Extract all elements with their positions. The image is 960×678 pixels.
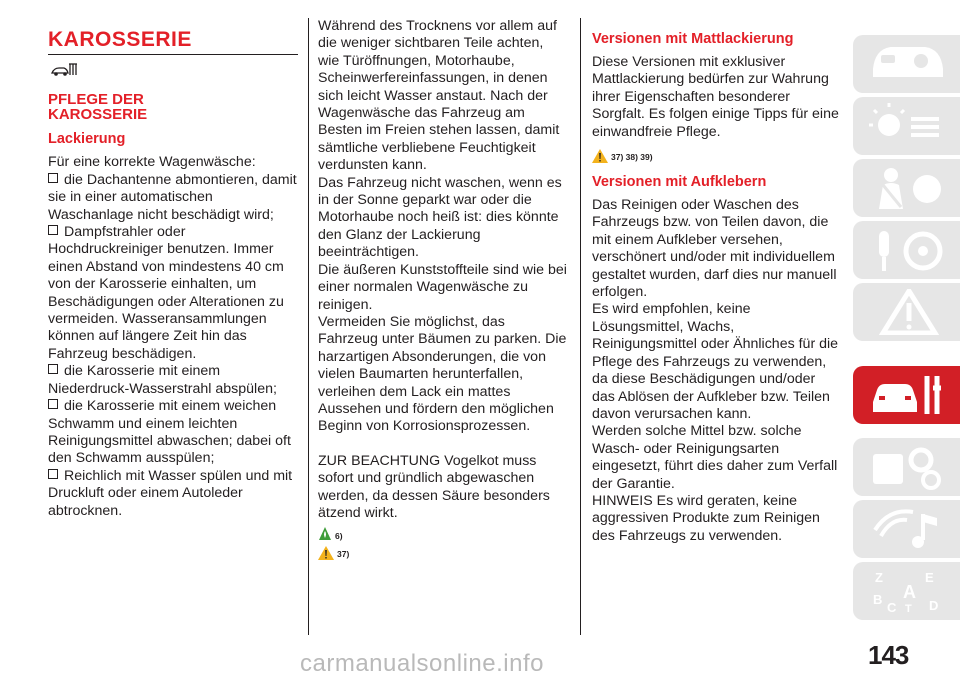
index-letter: D: [929, 598, 939, 613]
section-title: KAROSSERIE: [48, 28, 298, 55]
note-text: ZUR BEACHTUNG Vogelkot muss sofort und gründlich abgewaschen werden, da dessen Säure besonders ätzend wirkt.: [318, 452, 550, 521]
index-letter: C: [887, 600, 897, 614]
index-letter: E: [925, 570, 934, 585]
subsection-title: PFLEGE DER KAROSSERIE: [48, 91, 148, 124]
column-right: [592, 30, 842, 545]
warning-triangle-icon: [592, 149, 608, 163]
reference-number: 37): [337, 549, 350, 560]
reference-number: 6): [335, 531, 343, 542]
tab-multimedia[interactable]: [853, 500, 960, 558]
heading-aufklebern: Versionen mit Aufklebern: [592, 174, 767, 191]
tab-maintenance[interactable]: [853, 366, 960, 424]
paragraph: Während des Trocknens vor allem auf die weniger sichtbaren Teile achten, wie Türöffnungen, Motorhaube, Scheinwerfereinfassungen, in denen sich leicht Wasser anstaut. Nach der Wagenwäsche das Fahrzeug am Besten im Freien stehen lassen, damit sämtliche verbliebene Feuchtigkeit verdunsten kann.: [318, 18, 560, 174]
car-dashboard-icon: [869, 41, 947, 87]
intro-text: Für eine korrekte Wagenwäsche:: [48, 154, 256, 171]
paragraph: Es wird empfohlen, keine Lösungsmittel, Wachs, Reinigungsmittel oder Ähnliches für die Pflege des Fahrzeugs zu verwenden, da diese Beschädigungen und/oder das Ablösen der Aufkleber bzw. Teilen davon verursachen kann.: [592, 301, 839, 422]
reference-row: [318, 544, 568, 560]
column-middle: [318, 18, 568, 560]
list-item: die Karosserie mit einem Niederdruck-Wasserstrahl abspülen;: [48, 363, 277, 397]
paragraph: HINWEIS Es wird geraten, keine aggressiven Produkte zum Reinigen des Fahrzeugs zu verwenden.: [592, 492, 820, 544]
warning-triangle-icon: [318, 546, 334, 560]
column-left: [48, 28, 298, 520]
references: [318, 526, 568, 560]
paragraph: Vermeiden Sie möglichst, das Fahrzeug unter Bäumen zu parken. Die harzartigen Absonderungen, die von vielen Baumarten herunterfallen, verleihen dem Lack ein mattes Aussehen und fördern den möglichen Beginn von Korrosionsprozessen.: [318, 313, 567, 435]
index-letter: Z: [875, 570, 883, 585]
reference-numbers: 37) 38) 39): [611, 152, 653, 163]
bullet-square-icon: [48, 364, 58, 374]
bullet-square-icon: [48, 173, 58, 183]
heading-mattlackierung: Versionen mit Mattlackierung: [592, 31, 794, 47]
warning-triangle-icon: [869, 289, 947, 335]
bullet-square-icon: [48, 469, 58, 479]
alphabetical-index-icon: [869, 568, 947, 614]
list-item: Reichlich mit Wasser spülen und mit Druckluft oder einem Autoleder abtrocknen.: [48, 467, 293, 519]
reference-row: [592, 147, 842, 163]
column-divider: [308, 18, 309, 635]
reference-row: [318, 526, 568, 542]
environment-icon: [318, 527, 332, 542]
index-letter: B: [873, 592, 883, 607]
page-number: 143: [868, 640, 909, 670]
paragraph: Werden solche Mittel bzw. solche Wasch- oder Reinigungsarten eingesetzt, führt dies daher zum Verfall der Garantie.: [592, 423, 838, 492]
multimedia-icon: [869, 506, 947, 552]
index-letter: A: [903, 582, 916, 602]
heading-lackierung: Lackierung: [48, 131, 126, 148]
tab-specifications[interactable]: [853, 438, 960, 496]
tab-dashboard[interactable]: [853, 35, 960, 93]
paragraph: Die äußeren Kunststoffteile sind wie bei einer normalen Wagenwäsche zu reinigen.: [318, 261, 567, 313]
tab-lights[interactable]: [853, 97, 960, 155]
references: [592, 147, 842, 163]
paragraph: Diese Versionen mit exklusiver Mattlackierung bedürfen zur Wahrung ihrer Eigenschaften besonderer Sorgfalt. Es folgen einige Tipps für eine einwandfreie Pflege.: [592, 54, 839, 140]
car-wash-icon: [50, 63, 78, 77]
watermark: carmanualsonline.info: [300, 650, 544, 677]
list-item: die Karosserie mit einem weichen Schwamm und einem leichten Reinigungsmittel abwaschen; dabei oft den Schwamm ausspülen;: [48, 398, 291, 467]
list-item: Dampfstrahler oder Hochdruckreiniger benutzen. Immer einen Abstand von mindestens 40 cm von der Karosserie einhalten, um Beschädigungen oder Alterationen zu vermeiden. Wasseransammlungen können auf längere Zeit hin das Fahrzeug beschädigen.: [48, 224, 284, 362]
tab-index[interactable]: [853, 562, 960, 620]
key-steering-wheel-icon: [869, 227, 947, 273]
tab-safety[interactable]: [853, 159, 960, 217]
paragraph: Das Fahrzeug nicht waschen, wenn es in der Sonne geparkt war oder die Motorhaube noch heiß ist: dies könnte den Glanz der Lackierung beeinträchtigen.: [318, 174, 562, 261]
paragraph: Das Reinigen oder Waschen des Fahrzeugs bzw. von Teilen davon, die mit einem Aufkleber versehen, verschönert und/oder mit individuellem gestaltet wurden, darf dies nur manuell erfolgen.: [592, 197, 837, 301]
car-wrench-icon: [869, 372, 947, 418]
lights-icon: [869, 103, 947, 149]
bullet-square-icon: [48, 225, 58, 235]
list-item: die Dachantenne abmontieren, damit sie in einer automatischen Waschanlage nicht beschädigt wird;: [48, 171, 297, 223]
specs-gears-icon: [869, 444, 947, 490]
seatbelt-airbag-icon: [869, 165, 947, 211]
tab-starting[interactable]: [853, 221, 960, 279]
index-letter: T: [905, 603, 912, 614]
tab-emergency[interactable]: [853, 283, 960, 341]
column-divider: [580, 18, 581, 635]
bullet-square-icon: [48, 399, 58, 409]
